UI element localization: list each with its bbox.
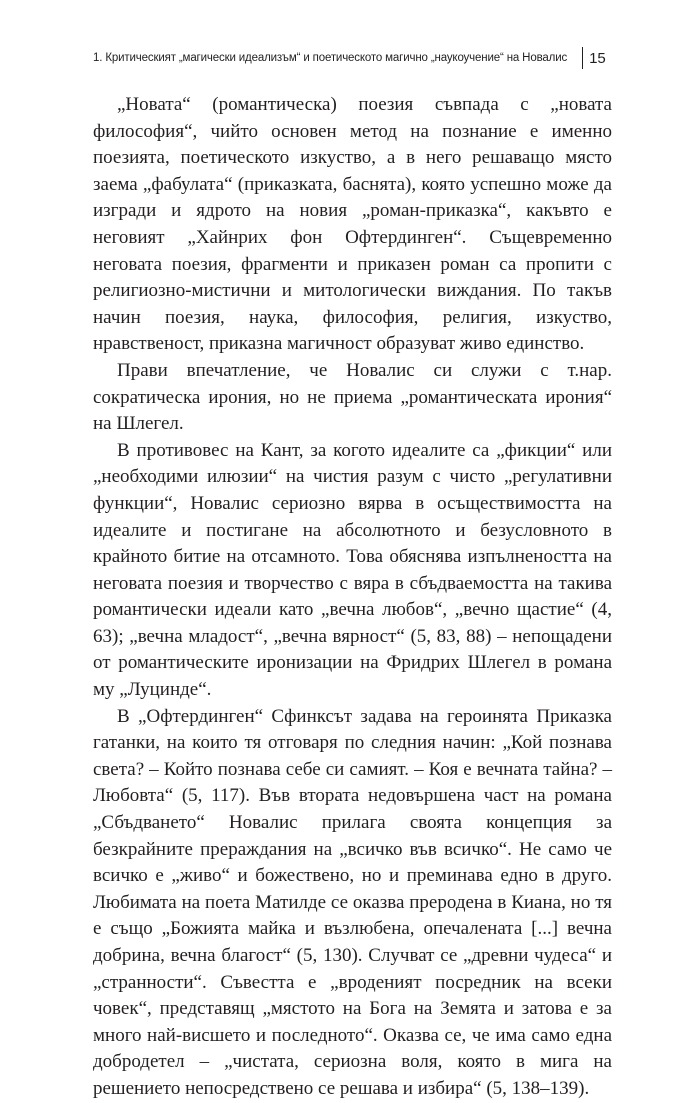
paragraph-2: Прави впечатление, че Новалис си служи с т.нар. сократическа ирония, но не приема „романтическата ирония“ на Шлегел. xyxy=(93,359,612,435)
running-header xyxy=(93,46,648,70)
paragraph-3: В противовес на Кант, за когото идеалите са „фикции“ или „необходими илюзии“ на чистия разум с чисто „регулативни функции“, Новалис сериозно вярва в осъществимостта на идеалите и постигане на абсолютното и безусловното в крайното битие на отсамното. Това обяснява изпълнеността на неговата поезия и творчество с вяра в сбъдваемостта на такива романтически идеали като „вечна любов“, „вечно щастие“ (4, 63); „вечна младост“, „вечна вярност“ (5, 83, 88) – непощадени от романтическите иронизации на Фридрих Шлегел в романа му „Луцинде“. xyxy=(93,439,612,701)
paragraph-4: В „Офтердинген“ Сфинксът задава на героинята Приказка гатанки, на които тя отговаря по следния начин: „Кой познава света? – Който познава себе си самият. – Коя е вечната тайна? – Любовта“ (5, 117). Във втората недовършена част на романа „Сбъдването“ Новалис прилага своята концепция за безкрайните прераждания на „всичко във всичко“. Не само че всичко е „живо“ и божествено, но и преминава едно в друго. Любимата на поета Матилде се оказва преродена в Киана, но тя е също „Божията майка и възлюбена, опечалената [...] вечна добрина, вечна благост“ (5, 130). Случват се „древни чудеса“ и „странности“. Съвестта е „вроденият посредник на всеки човек“, представящ „мястото на Бога на Земята и затова е за много най-висшето и последното“. Оказва се, че има само една добродетел – „чистата, сериозна воля, която в мига на решението непосредствено се решава и избира“ (5, 138–139). xyxy=(93,705,612,1099)
page-number: 15 xyxy=(589,49,606,67)
header-separator xyxy=(582,47,583,69)
body-text xyxy=(93,92,612,1103)
paragraph-1: „Новата“ (романтическа) поезия съвпада с „новата философия“, чийто основен метод на познание е именно поезията, поетическото изкуство, а в него решаващо място заема „фабулата“ (приказката, баснята), която успешно може да изгради и ядрото на новия „роман-приказка“, какъвто е неговият „Хайнрих фон Офтердинген“. Същевременно неговата поезия, фрагменти и приказен роман са пропити с религиозно-мистични и митологически виждания. По такъв начин поезия, наука, философия, религия, изкуство, нравственост, приказна магичност образуват живо единство. xyxy=(93,94,612,355)
chapter-title: 1. Критическият „магически идеализъм“ и поетическото магично „наукоучение“ на Новалис xyxy=(93,52,568,64)
